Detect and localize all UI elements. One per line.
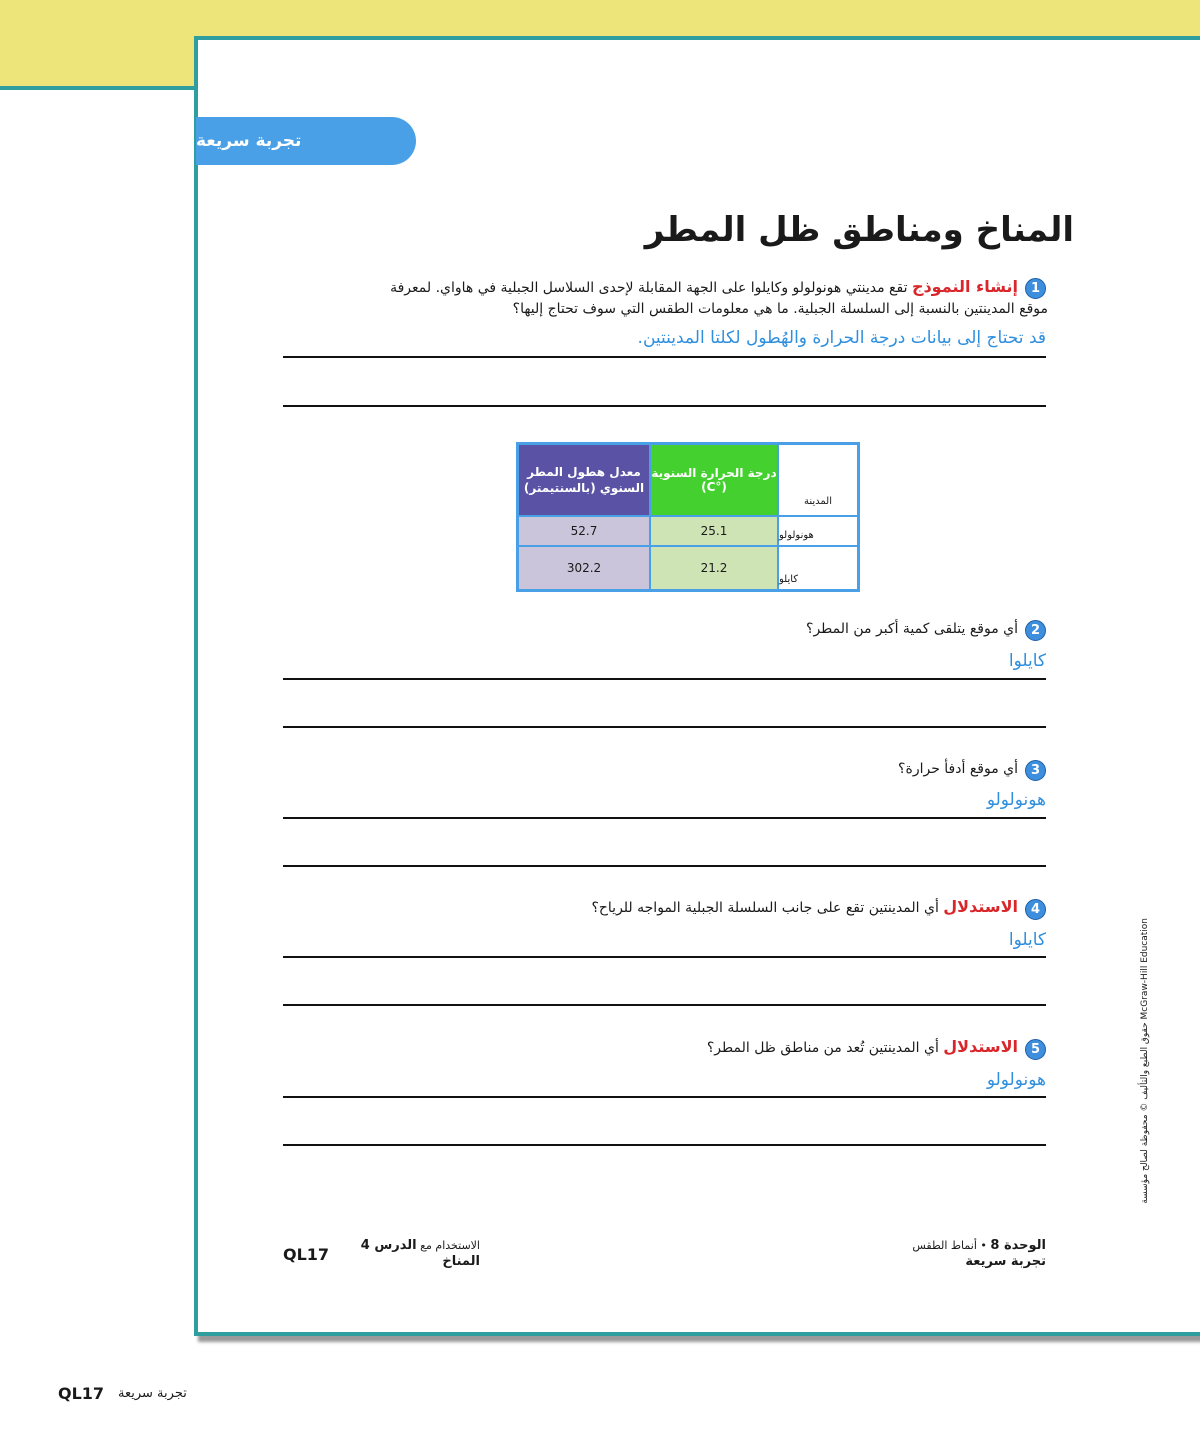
lesson-label: الدرس 4 bbox=[360, 1238, 417, 1253]
unit-subtitle: تجربة سريعة bbox=[965, 1254, 1046, 1269]
section-tab: تجربة سريعة bbox=[196, 117, 416, 165]
question-5-keyword: الاستدلال bbox=[943, 1037, 1018, 1056]
answer-line bbox=[283, 956, 1046, 958]
rainfall-cell: 302.2 bbox=[518, 546, 651, 591]
question-number-4: 4 bbox=[1025, 899, 1046, 920]
unit-label: الوحدة 8 bbox=[990, 1238, 1046, 1253]
answer-1: قد تحتاج إلى بيانات درجة الحرارة والهُطول لكلتا المدينتين. bbox=[637, 328, 1046, 348]
page-code: QL17 bbox=[283, 1245, 330, 1264]
answer-line bbox=[283, 865, 1046, 867]
answer-line bbox=[283, 817, 1046, 819]
unit-topic: أنماط الطقس bbox=[912, 1239, 977, 1252]
copyright-note: McGraw-Hill Education حقوق الطبع والتأليف © محفوظة لصالح مؤسسة bbox=[1140, 918, 1150, 1204]
answer-3: هونولولو bbox=[986, 790, 1046, 810]
question-3-text: أي موقع أدفأ حرارة؟ bbox=[898, 761, 1018, 777]
answer-line bbox=[283, 405, 1046, 407]
question-1-line-2: موقع المدينتين بالنسبة إلى السلسلة الجبلية. ما هي معلومات الطقس التي سوف تحتاج إليها؟ bbox=[512, 301, 1048, 317]
rainfall-cell: 52.7 bbox=[518, 516, 651, 546]
temperature-cell: 21.2 bbox=[650, 546, 778, 591]
question-1-text: تقع مدينتي هونولولو وكايلوا على الجهة المقابلة لإحدى السلاسل الجبلية في هاواي. لمعرفة bbox=[390, 280, 908, 296]
question-1-keyword: إنشاء النموذج bbox=[911, 277, 1018, 296]
question-number-5: 5 bbox=[1025, 1039, 1046, 1060]
answer-2: كايلوا bbox=[1008, 651, 1046, 671]
temperature-cell: 25.1 bbox=[650, 516, 778, 546]
answer-5: هونولولو bbox=[986, 1070, 1046, 1090]
question-4-line bbox=[591, 896, 1018, 919]
lesson-name: المناخ bbox=[442, 1254, 480, 1269]
question-5-text: أي المدينتين تُعد من مناطق ظل المطر؟ bbox=[706, 1040, 939, 1056]
answer-4: كايلوا bbox=[1008, 930, 1046, 950]
outer-page-label: تجربة سريعة bbox=[118, 1386, 187, 1401]
header-rainfall: معدل هطول المطر السنوي (بالسنتيمتر) bbox=[518, 444, 651, 517]
question-4-text: أي المدينتين تقع على جانب السلسلة الجبلية المواجه للرياح؟ bbox=[591, 900, 939, 916]
weather-data-table bbox=[516, 442, 860, 592]
question-2-text: أي موقع يتلقى كمية أكبر من المطر؟ bbox=[806, 621, 1018, 637]
answer-line bbox=[283, 1096, 1046, 1098]
answer-line bbox=[283, 726, 1046, 728]
usage-label: الاستخدام مع bbox=[420, 1239, 480, 1252]
header-city: المدينة bbox=[778, 444, 859, 517]
question-1-line-1 bbox=[390, 276, 1018, 299]
question-number-3: 3 bbox=[1025, 760, 1046, 781]
answer-line bbox=[283, 678, 1046, 680]
answer-line bbox=[283, 1144, 1046, 1146]
page-title: المناخ ومناطق ظل المطر bbox=[644, 210, 1074, 250]
top-teal-rule bbox=[0, 86, 196, 90]
question-number-1: 1 bbox=[1025, 278, 1046, 299]
question-number-2: 2 bbox=[1025, 620, 1046, 641]
city-cell: كايلو bbox=[778, 546, 859, 591]
footer-unit: الوحدة 8 • أنماط الطقس تجربة سريعة bbox=[912, 1238, 1046, 1269]
outer-page-code: QL17 bbox=[58, 1384, 105, 1403]
answer-line bbox=[283, 1004, 1046, 1006]
header-temperature: درجة الحرارة السنوية (°C) bbox=[650, 444, 778, 517]
city-cell: هونولولو bbox=[778, 516, 859, 546]
answer-line bbox=[283, 356, 1046, 358]
question-4-keyword: الاستدلال bbox=[943, 897, 1018, 916]
question-5-line bbox=[707, 1036, 1018, 1059]
footer-lesson bbox=[354, 1238, 480, 1270]
